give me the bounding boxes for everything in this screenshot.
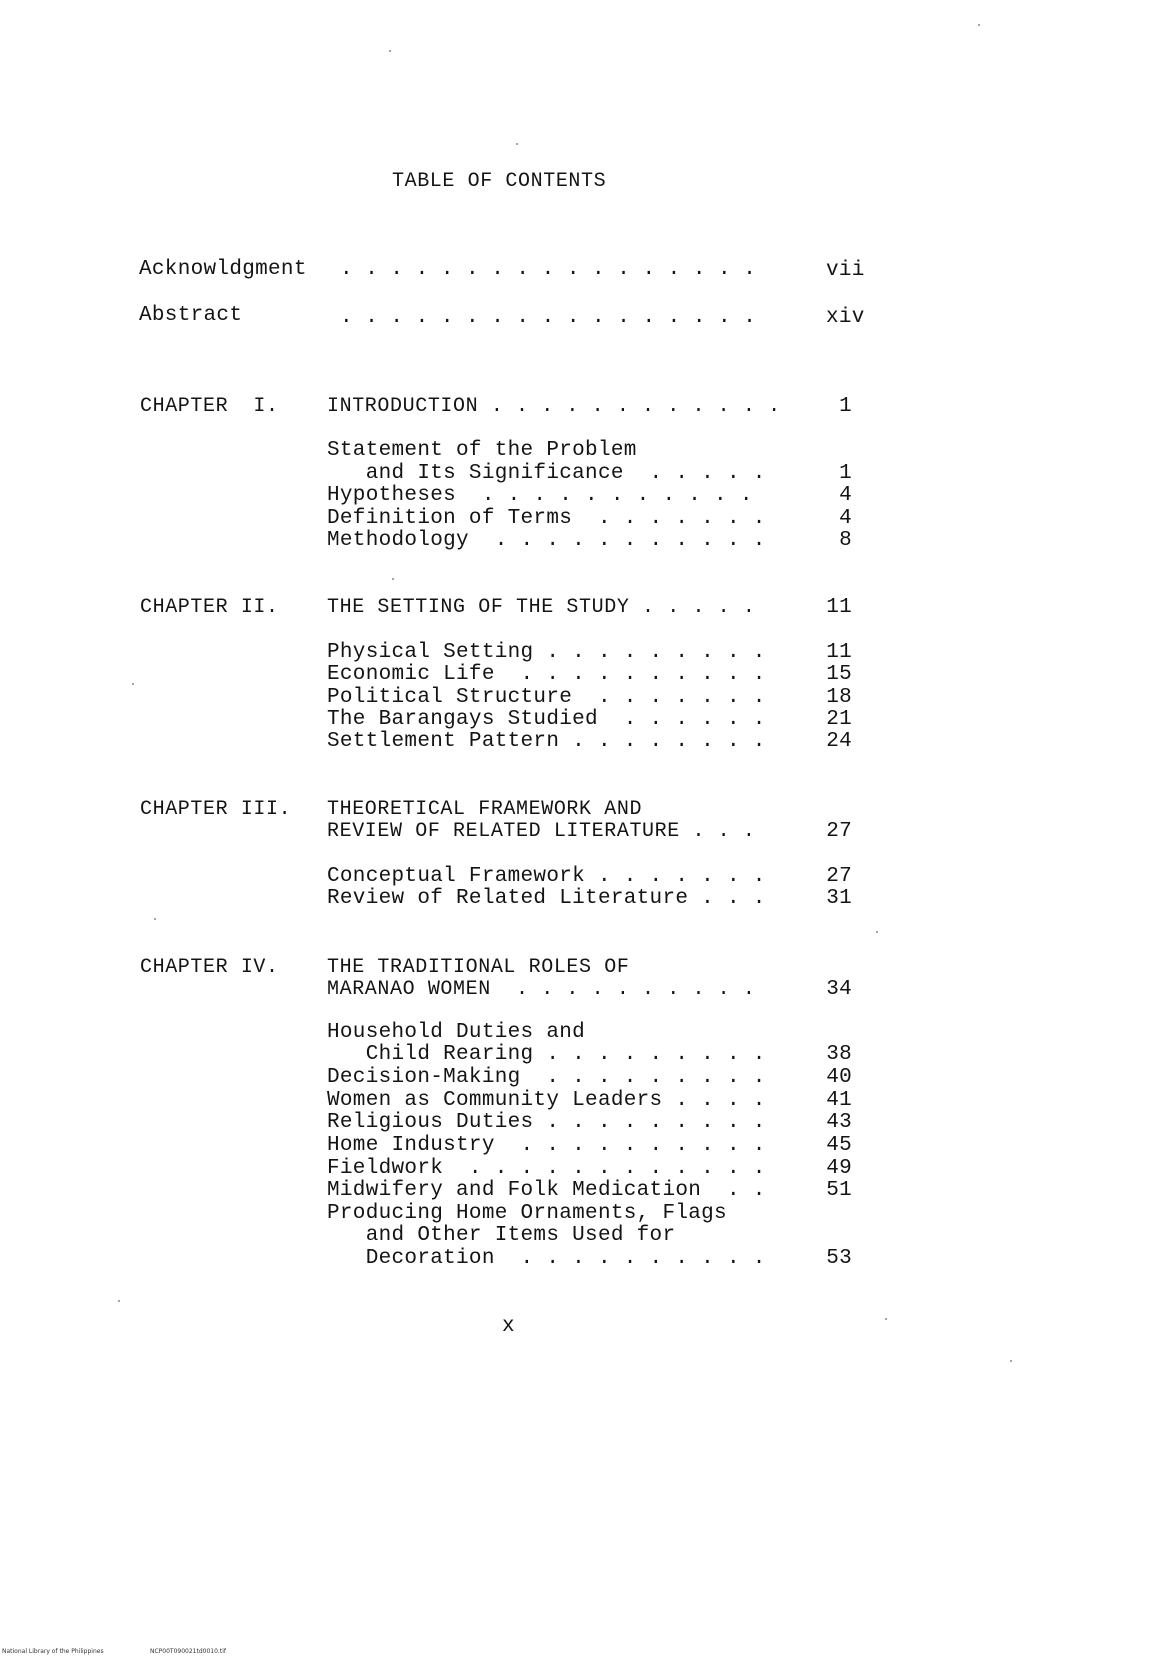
chapter-number: CHAPTER III. [140, 798, 292, 821]
chapter-title: MARANAO WOMEN . . . . . . . . . . [327, 978, 756, 1001]
page-title: TABLE OF CONTENTS [392, 170, 607, 193]
chapter-page: 11 [826, 596, 852, 619]
section-line: Settlement Pattern . . . . . . . . [327, 730, 766, 753]
chapter-title: THE TRADITIONAL ROLES OF [327, 956, 630, 979]
section-line: Religious Duties . . . . . . . . . [327, 1111, 766, 1134]
section-page: 31 [826, 887, 852, 910]
section-line: Review of Related Literature . . . [327, 887, 766, 910]
section-page: 27 [826, 865, 852, 888]
section-line: Methodology . . . . . . . . . . . [327, 529, 766, 552]
section-line: Economic Life . . . . . . . . . . [327, 663, 766, 686]
section-page: 53 [826, 1247, 852, 1270]
scan-speck [516, 143, 518, 145]
front-entry-label: Acknowldgment [139, 258, 307, 281]
scan-speck [885, 1318, 887, 1320]
footer-source: National Library of the Philippines [2, 1648, 104, 1655]
chapter-page: 27 [826, 820, 852, 843]
section-page: 1 [839, 462, 852, 485]
footer-file: NCP00T090021td0010.tif [150, 1648, 226, 1655]
section-page: 43 [826, 1111, 852, 1134]
chapter-page: 34 [826, 978, 852, 1001]
section-page: 4 [839, 507, 852, 530]
scan-speck [392, 578, 394, 580]
chapter-title: THEORETICAL FRAMEWORK AND [327, 798, 643, 821]
section-line: Fieldwork . . . . . . . . . . . . [327, 1157, 766, 1180]
chapter-number: CHAPTER I. [140, 395, 279, 418]
section-line: Definition of Terms . . . . . . . [327, 507, 766, 530]
chapter-title: REVIEW OF RELATED LITERATURE . . . [327, 820, 756, 843]
scan-speck [118, 1300, 120, 1302]
section-page: 8 [839, 529, 852, 552]
scan-speck [978, 24, 980, 26]
section-line: and Other Items Used for [327, 1224, 676, 1247]
section-page: 4 [839, 484, 852, 507]
section-page: 24 [826, 730, 852, 753]
section-page: 41 [826, 1089, 852, 1112]
section-page: 11 [826, 641, 852, 664]
section-line: Statement of the Problem [327, 439, 637, 462]
chapter-title: THE SETTING OF THE STUDY . . . . . [327, 596, 756, 619]
section-line: Women as Community Leaders . . . . [327, 1089, 766, 1112]
page-number: x [502, 1315, 515, 1338]
section-line: Conceptual Framework . . . . . . . [327, 865, 766, 888]
section-line: Household Duties and [327, 1021, 586, 1044]
section-page: 49 [826, 1157, 852, 1180]
chapter-number: CHAPTER II. [140, 596, 279, 619]
scan-speck [389, 50, 391, 52]
scan-speck [132, 683, 134, 685]
section-line: and Its Significance . . . . . [327, 462, 766, 485]
section-page: 45 [826, 1134, 852, 1157]
section-line: Producing Home Ornaments, Flags [327, 1202, 727, 1225]
section-line: Physical Setting . . . . . . . . . [327, 641, 766, 664]
section-line: Midwifery and Folk Medication . . [327, 1179, 766, 1202]
section-page: 40 [826, 1066, 852, 1089]
section-page: 15 [826, 663, 852, 686]
front-entry-dots: . . . . . . . . . . . . . . . . . [340, 306, 756, 329]
front-entry-page: vii [826, 259, 865, 282]
scan-speck [876, 931, 878, 933]
chapter-page: 1 [839, 395, 852, 418]
chapter-number: CHAPTER IV. [140, 956, 279, 979]
section-line: Child Rearing . . . . . . . . . [327, 1043, 766, 1066]
section-page: 18 [826, 686, 852, 709]
scan-speck [1010, 1360, 1012, 1362]
section-line: Home Industry . . . . . . . . . . [327, 1134, 766, 1157]
front-entry-label: Abstract [139, 304, 243, 327]
section-line: Political Structure . . . . . . . [327, 686, 766, 709]
section-line: The Barangays Studied . . . . . . [327, 708, 766, 731]
chapter-title: INTRODUCTION . . . . . . . . . . . . [327, 395, 781, 418]
section-line: Decision-Making . . . . . . . . . [327, 1066, 766, 1089]
section-line: Hypotheses . . . . . . . . . . . [327, 484, 753, 507]
section-page: 38 [826, 1043, 852, 1066]
section-line: Decoration . . . . . . . . . . [327, 1247, 766, 1270]
front-entry-dots: . . . . . . . . . . . . . . . . . [340, 258, 756, 281]
front-entry-page: xiv [826, 306, 865, 329]
section-page: 21 [826, 708, 852, 731]
scan-speck [154, 918, 156, 920]
section-page: 51 [826, 1179, 852, 1202]
